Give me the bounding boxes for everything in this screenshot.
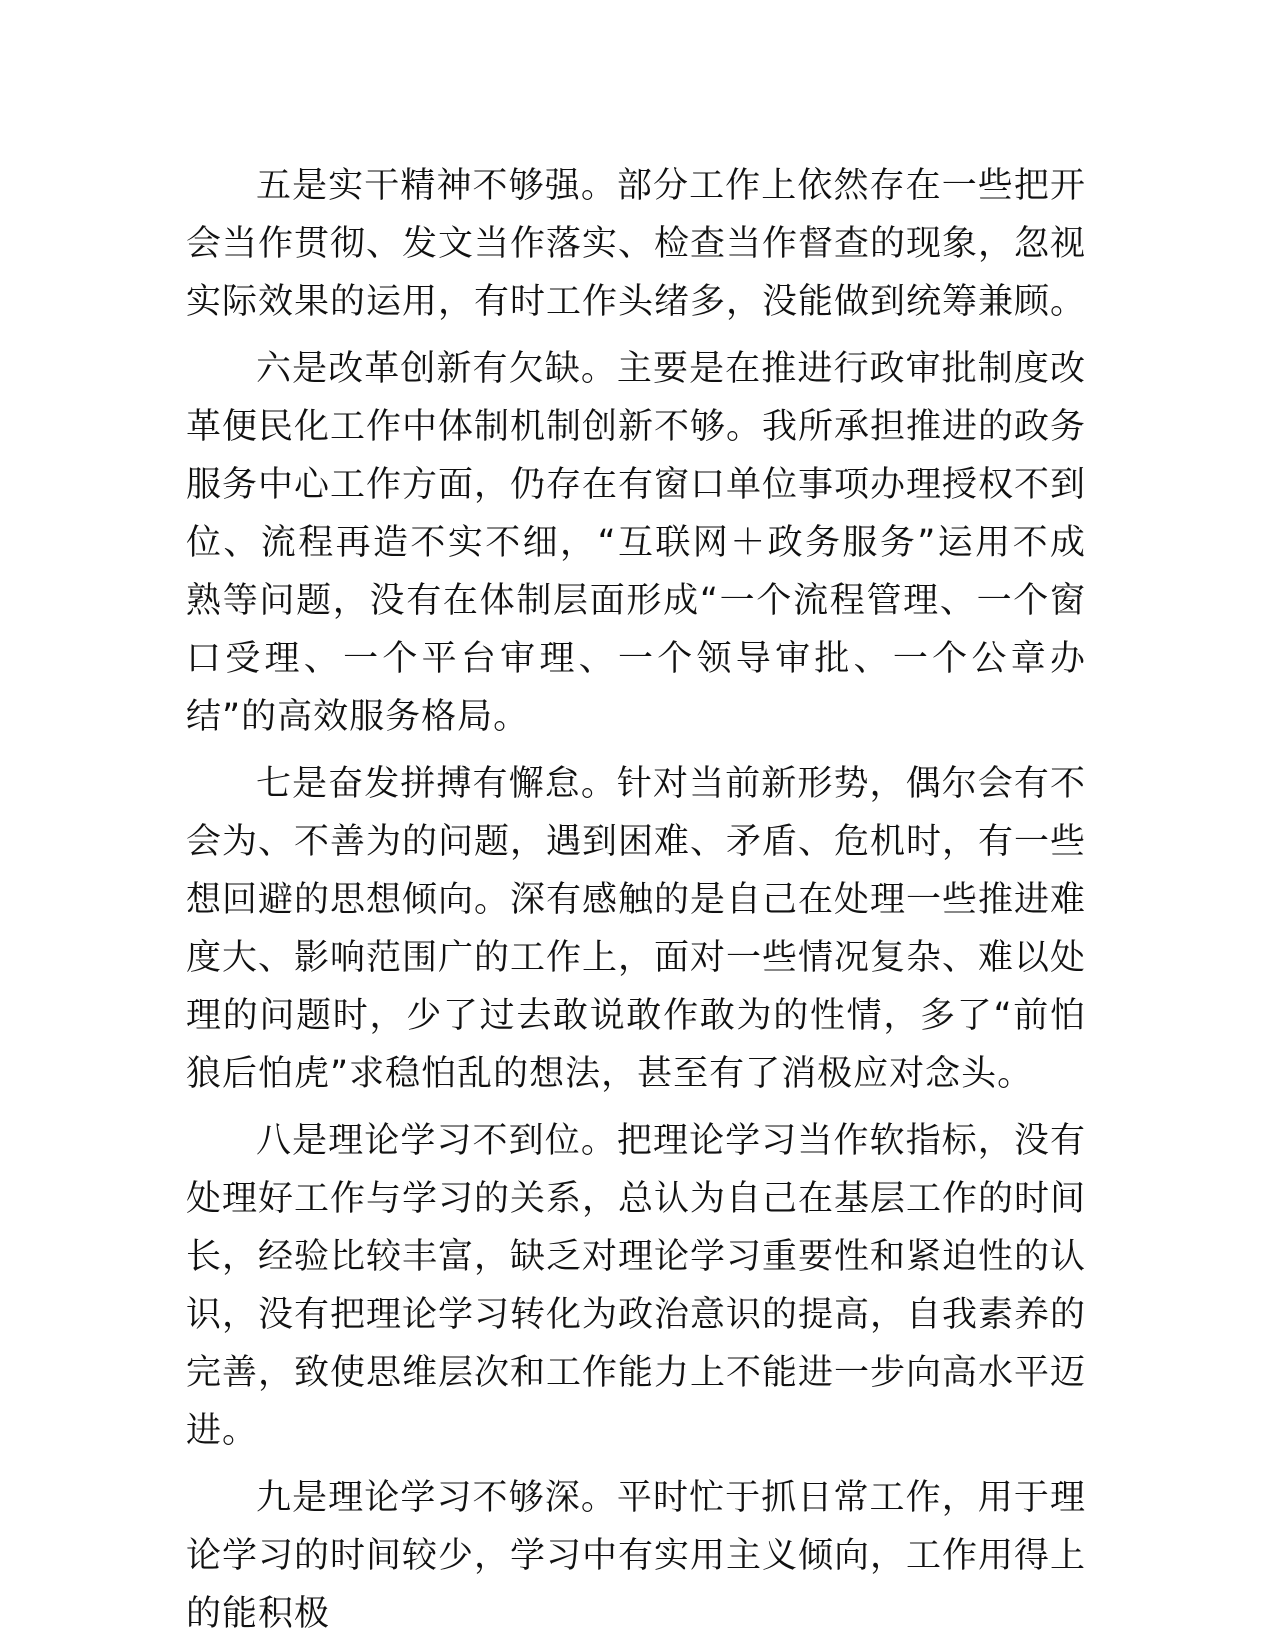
paragraph-six: 六是改革创新有欠缺。主要是在推进行政审批制度改革便民化工作中体制机制创新不够。我所承担推进的政务服务中心工作方面，仍存在有窗口单位事项办理授权不到位、流程再造不实不细，“互联网＋政务服务”运用不成熟等问题，没有在体制层面形成“一个流程管理、一个窗口受理、一个平台审理、一个领导审批、一个公章办结”的高效服务格局。 (186, 349, 1087, 737)
paragraph-eight: 八是理论学习不到位。把理论学习当作软指标，没有处理好工作与学习的关系，总认为自己在基层工作的时间长，经验比较丰富，缺乏对理论学习重要性和紧迫性的认识，没有把理论学习转化为政治意识的提高，自我素养的完善，致使思维层次和工作能力上不能进一步向高水平迈进。 (186, 1121, 1087, 1451)
document-body (186, 157, 1086, 1652)
paragraph-five: 五是实干精神不够强。部分工作上依然存在一些把开会当作贯彻、发文当作落实、检查当作督查的现象，忽视实际效果的运用，有时工作头绪多，没能做到统筹兼顾。 (186, 166, 1087, 322)
paragraph-seven: 七是奋发拼搏有懈怠。针对当前新形势，偶尔会有不会为、不善为的问题，遇到困难、矛盾、危机时，有一些想回避的思想倾向。深有感触的是自己在处理一些推进难度大、影响范围广的工作上，面对一些情况复杂、难以处理的问题时，少了过去敢说敢作敢为的性情，多了“前怕狼后怕虎”求稳怕乱的想法，甚至有了消极应对念头。 (186, 764, 1087, 1094)
paragraph-nine: 九是理论学习不够深。平时忙于抓日常工作，用于理论学习的时间较少，学习中有实用主义倾向，工作用得上的能积极 (186, 1478, 1087, 1634)
